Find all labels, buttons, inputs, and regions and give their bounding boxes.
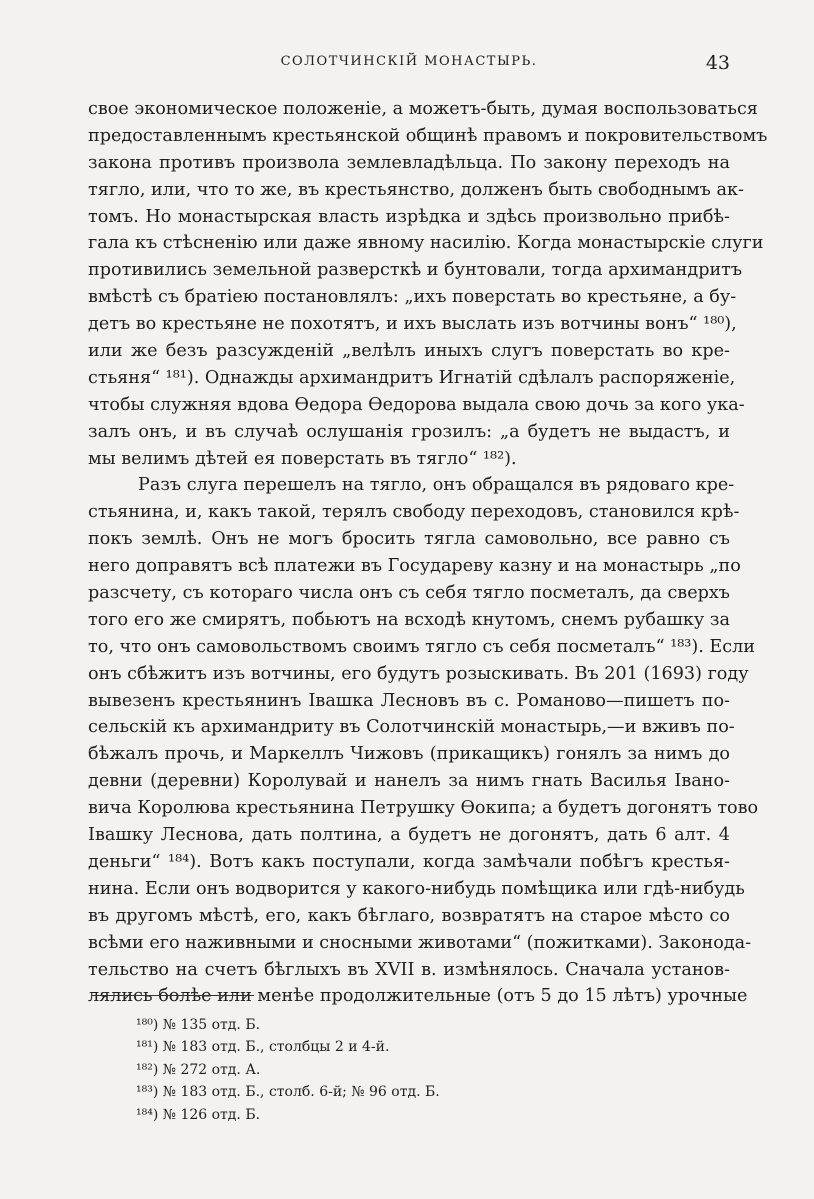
text-line: нина. Если онъ водворится у какого-нибудь помѣщика или гдѣ-нибудь — [88, 878, 745, 899]
text-line: залъ онъ, и въ случаѣ ослушанія грозилъ: „а будетъ не выдастъ, и — [88, 421, 730, 442]
text-line: всѣми его наживными и сносными животами“ (пожитками). Законода- — [88, 932, 752, 953]
text-line: противились земельной разверсткѣ и бунтовали, тогда архимандритъ — [88, 260, 743, 281]
text-line: тягло, или, что то же, въ крестьянство, долженъ быть свободнымъ ак- — [88, 179, 744, 200]
footnote: ¹⁸⁴) № 126 отд. Б. — [136, 1106, 261, 1123]
text-line: томъ. Но монастырская власть изрѣдка и здѣсь произвольно прибѣ- — [88, 206, 730, 227]
footnote: ¹⁸⁰) № 135 отд. Б. — [136, 1017, 261, 1033]
text-line: девни (деревни) Королувай и нанелъ за нимъ гнать Василья Івано- — [88, 771, 730, 792]
text-line: Разъ слуга перешелъ на тягло, онъ обращался въ рядоваго кре- — [138, 475, 735, 496]
running-title: СОЛОТЧИНСКІЙ МОНАСТЫРЬ. — [280, 54, 538, 69]
text-line: покъ землѣ. Онъ не могъ бросить тягла самовольно, все равно съ — [88, 529, 730, 550]
text-line: вича Королюва крестьянина Петрушку Ѳокипа; а будетъ догонятъ тово — [88, 798, 759, 819]
text-line: стьянина, и, какъ такой, терялъ свободу переходовъ, становился крѣ- — [88, 502, 740, 523]
text-line: него доправятъ всѣ платежи въ Государеву казну и на монастырь „по — [88, 556, 741, 577]
body-text — [88, 96, 768, 1010]
text-line: бѣжалъ прочь, и Маркеллъ Чижовъ (прикащикъ) гонялъ за нимъ до — [88, 744, 730, 765]
text-line: сельскій къ архимандриту въ Солотчинскій монастырь,—и вживъ по- — [88, 717, 735, 738]
footnote: ¹⁸³) № 183 отд. Б., столб. 6-й; № 96 отд. Б. — [136, 1084, 440, 1101]
text-line: деньги“ ¹⁸⁴). Вотъ какъ поступали, когда замѣчали побѣгъ крестья- — [88, 851, 730, 872]
text-line: лялись болѣе или менѣе продолжительные (отъ 5 до 15 лѣтъ) урочные — [88, 986, 748, 1007]
text-line: закона противъ произвола землевладѣльца. По закону переходъ на — [88, 152, 730, 173]
text-line: тельство на счетъ бѣглыхъ въ XVII в. измѣнялось. Сначала установ- — [88, 959, 730, 980]
text-line: гала къ стѣсненію или даже явному насилію. Когда монастырскіе слуги — [88, 233, 764, 254]
footnote-divider — [92, 995, 254, 996]
text-line: стьяня“ ¹⁸¹). Однажды архимандритъ Игнатій сдѣлалъ распоряженіе, — [88, 367, 736, 388]
text-line: свое экономическое положеніе, а можетъ-быть, думая воспользоваться — [88, 99, 758, 119]
text-line: или же безъ разсужденій „велѣлъ иныхъ слугъ поверстать во кре- — [88, 341, 730, 362]
footnote: ¹⁸¹) № 183 отд. Б., столбцы 2 и 4-й. — [136, 1039, 390, 1056]
text-line: предоставленнымъ крестьянской общинѣ правомъ и покровительствомъ — [88, 125, 768, 146]
footnotes — [136, 1014, 696, 1126]
page-number: 43 — [705, 52, 730, 74]
text-line: то, что онъ самовольствомъ своимъ тягло съ себя посметалъ“ ¹⁸³). Если — [88, 636, 755, 657]
text-line: вмѣстѣ съ братіею постановлялъ: „ихъ поверстать во крестьяне, а бу- — [88, 287, 737, 308]
text-line: Івашку Леснова, дать полтина, а будетъ не догонятъ, дать 6 алт. 4 — [88, 825, 730, 846]
text-line: чтобы служняя вдова Ѳедора Ѳедорова выдала свою дочь за кого ука- — [88, 394, 745, 415]
text-line: разсчету, съ котораго числа онъ съ себя тягло посметалъ, да сверхъ — [88, 583, 730, 604]
page-header — [88, 52, 730, 76]
text-line: детъ во крестьяне не похотятъ, и ихъ выслать изъ вотчины вонъ“ ¹⁸⁰), — [88, 314, 737, 335]
text-line: онъ сбѣжитъ изъ вотчины, его будутъ розыскивать. Въ 201 (1693) году — [88, 663, 749, 684]
text-line: въ другомъ мѣстѣ, его, какъ бѣглаго, возвратятъ на старое мѣсто со — [88, 905, 730, 926]
text-line: вывезенъ крестьянинъ Івашка Лесновъ въ с. Романово—пишетъ по- — [88, 690, 730, 711]
text-line: того его же смирятъ, побьютъ на всходѣ кнутомъ, снемъ рубашку за — [88, 609, 730, 630]
footnote: ¹⁸²) № 272 отд. А. — [136, 1061, 261, 1078]
text-line: мы велимъ дѣтей ея поверстать въ тягло“ ¹⁸²). — [88, 448, 517, 469]
